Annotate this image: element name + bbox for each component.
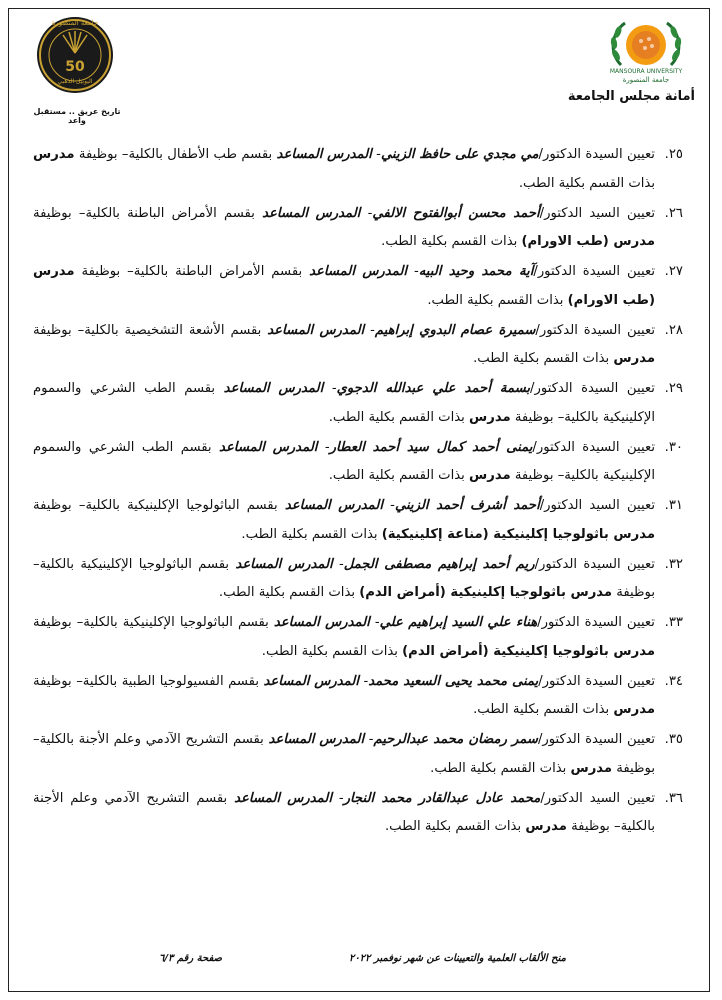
new-position: مدرس	[33, 147, 75, 162]
item-suffix: بذات القسم بكلية الطب.	[518, 175, 655, 191]
item-department: بقسم التشريح الآدمي وعلم الأجنة بالكلية– بوظيفة	[33, 790, 655, 834]
item-number: ٢٩.	[664, 381, 683, 396]
item-number: ٢٧.	[664, 264, 683, 279]
item-separator: -	[358, 673, 369, 689]
item-number: ٣١.	[664, 498, 683, 513]
item-number: ٣٣.	[664, 615, 683, 630]
item-prefix: تعيين السيد الدكتور/	[539, 205, 656, 221]
current-rank: المدرس المساعد	[223, 381, 324, 396]
item-department: بقسم الطب الشرعي والسموم الإكلينيكية بالكلية– بوظيفة	[33, 381, 655, 425]
item-department: بقسم الفسيولوجيا الطبية بالكلية– بوظيفة	[33, 673, 264, 689]
appointment-item	[33, 551, 683, 608]
item-number: ٢٨.	[664, 322, 683, 338]
new-position: مدرس	[469, 409, 511, 425]
appointment-item	[33, 375, 683, 432]
item-separator: -	[360, 205, 373, 221]
item-prefix: تعيين السيد الدكتور/	[540, 790, 656, 806]
current-rank: المدرس المساعد	[267, 322, 365, 338]
item-separator: -	[382, 498, 395, 513]
item-department: بقسم الأمراض الباطنة بالكلية– بوظيفة	[74, 264, 310, 279]
appointment-item	[33, 258, 683, 315]
appointment-item	[33, 200, 683, 257]
new-position: مدرس (طب الاورام)	[521, 234, 655, 249]
page-header	[9, 9, 709, 125]
new-position: مدرس	[525, 819, 567, 834]
item-prefix: تعيين السيدة الدكتور/	[532, 439, 655, 455]
current-rank: المدرس المساعد	[219, 439, 318, 455]
person-name: هناء علي السيد إبراهيم علي	[379, 615, 538, 630]
item-prefix: تعيين السيدة الدكتور/	[535, 322, 656, 338]
item-department: بقسم الأشعة التشخيصية بالكلية– بوظيفة	[33, 322, 268, 338]
logo-top-text: جامعة المنصورة	[51, 19, 99, 27]
item-suffix: بذات القسم بكلية الطب.	[328, 468, 470, 483]
item-separator: -	[371, 147, 381, 162]
new-position: مدرس باثولوجيا إكلينيكية (مناعة إكلينيكية)	[381, 526, 655, 542]
item-number: ٢٥.	[664, 147, 683, 162]
item-prefix: تعيين السيدة الدكتور/	[534, 556, 655, 572]
item-number: ٣٠.	[664, 439, 683, 455]
logo-number: 50	[65, 59, 85, 75]
item-separator: -	[364, 322, 375, 338]
logo-caption-ar: جامعة المنصورة	[622, 76, 670, 84]
item-prefix: تعيين السيد الدكتور/	[539, 498, 655, 513]
item-suffix: بذات القسم بكلية الطب.	[473, 702, 614, 717]
new-position: مدرس	[469, 468, 511, 483]
appointment-item	[33, 668, 683, 725]
person-name: ريم أحمد إبراهيم مصطفى الجمل	[343, 556, 535, 572]
new-position: مدرس	[613, 702, 655, 717]
item-suffix: بذات القسم بكلية الطب.	[381, 234, 522, 249]
document-page	[8, 8, 710, 992]
logo-sub-text: اليوبيل الذهبي	[57, 78, 93, 85]
appointment-item	[33, 609, 683, 666]
appointment-item	[33, 317, 683, 374]
item-department: بقسم الطب الشرعي والسموم الإكلينيكية بالكلية– بوظيفة	[33, 439, 655, 483]
item-suffix: بذات القسم بكلية الطب.	[218, 585, 360, 600]
new-position: مدرس باثولوجيا إكلينيكية (أمراض الدم)	[359, 585, 613, 600]
item-separator: -	[369, 615, 380, 630]
current-rank: المدرس المساعد	[309, 264, 408, 279]
item-department: بقسم الباثولوجيا الإكلينيكية بالكلية– بوظيفة	[33, 498, 285, 513]
item-separator: -	[332, 556, 344, 572]
person-name: أحمد أشرف أحمد الزيني	[394, 498, 540, 513]
item-number: ٣٢.	[664, 556, 683, 572]
item-separator: -	[317, 439, 330, 455]
item-suffix: بذات القسم بكلية الطب.	[241, 526, 382, 542]
item-department: بقسم الباثولوجيا الإكلينيكية بالكلية– بوظيفة	[33, 556, 655, 600]
item-prefix: تعيين السيدة الدكتور/	[530, 381, 655, 396]
current-rank: المدرس المساعد	[276, 147, 372, 162]
current-rank: المدرس المساعد	[235, 556, 333, 572]
page-footer	[9, 953, 709, 973]
appointment-item	[33, 785, 683, 842]
jubilee-motto: تاريخ عريق .. مستقبل واعد	[33, 107, 121, 125]
item-number: ٣٥.	[664, 732, 683, 747]
item-prefix: تعيين السيدة الدكتور/	[538, 673, 655, 689]
person-name: محمد عادل عبدالقادر محمد النجار	[343, 790, 541, 806]
item-separator: -	[332, 790, 344, 806]
current-rank: المدرس المساعد	[273, 615, 370, 630]
current-rank: المدرس المساعد	[234, 790, 332, 806]
person-name: بسمة أحمد علي عبدالله الدجوي	[336, 381, 531, 396]
person-name: سميرة عصام البدوي إبراهيم	[374, 322, 536, 338]
item-department: بقسم طب الأطفال بالكلية– بوظيفة	[74, 147, 277, 162]
new-position: مدرس	[613, 351, 655, 366]
item-separator: -	[364, 732, 374, 747]
mansoura-university-logo	[601, 15, 691, 85]
appointment-item	[33, 434, 683, 491]
person-name: مي مجدي على حافظ الزيني	[380, 147, 539, 162]
item-number: ٣٤.	[664, 673, 683, 689]
current-rank: المدرس المساعد	[284, 498, 383, 513]
person-name: سمر رمضان محمد عبدالرحيم	[373, 732, 538, 747]
item-separator: -	[323, 381, 337, 396]
item-suffix: بذات القسم بكلية الطب.	[473, 351, 614, 366]
item-department: بقسم التشريح الآدمي وعلم الأجنة بالكلية– بوظيفة	[33, 732, 655, 776]
current-rank: المدرس المساعد	[262, 205, 361, 221]
appointment-item	[33, 141, 683, 198]
appointment-item	[33, 726, 683, 783]
item-suffix: بذات القسم بكلية الطب.	[427, 292, 568, 308]
new-position: مدرس باثولوجيا إكلينيكية (أمراض الدم)	[402, 643, 655, 659]
item-suffix: بذات القسم بكلية الطب.	[384, 819, 526, 834]
item-suffix: بذات القسم بكلية الطب.	[261, 643, 403, 659]
item-department: بقسم الأمراض الباطنة بالكلية– بوظيفة	[33, 205, 263, 221]
appointments-list	[33, 141, 683, 843]
golden-jubilee-logo	[27, 13, 123, 109]
item-prefix: تعيين السيدة الدكتور/	[537, 732, 655, 747]
item-suffix: بذات القسم بكلية الطب.	[430, 760, 571, 776]
item-suffix: بذات القسم بكلية الطب.	[328, 409, 470, 425]
current-rank: المدرس المساعد	[268, 732, 365, 747]
secretariat-title: أمانة مجلس الجامعة	[567, 89, 695, 104]
item-department: بقسم الباثولوجيا الإكلينيكية بالكلية– بوظيفة	[33, 615, 274, 630]
logo-caption-en: MANSOURA UNIVERSITY	[609, 68, 683, 75]
item-prefix: تعيين السيدة الدكتور/	[537, 615, 655, 630]
person-name: أحمد محسن أبوالفتوح الالفي	[372, 205, 540, 221]
new-position: مدرس (طب الاورام)	[33, 264, 655, 308]
person-name: يمنى محمد يحيى السعيد محمد	[368, 673, 539, 689]
current-rank: المدرس المساعد	[263, 673, 359, 689]
person-name: آية محمد وحيد البيه	[418, 264, 534, 279]
item-separator: -	[407, 264, 419, 279]
new-position: مدرس	[570, 760, 613, 776]
appointment-item	[33, 492, 683, 549]
person-name: يمنى أحمد كمال سيد أحمد العطار	[329, 439, 533, 455]
item-number: ٢٦.	[664, 205, 683, 221]
footer-note: منح الألقاب العلمية والتعيينات عن شهر نوفمبر ٢٠٢٢	[349, 953, 566, 964]
item-number: ٣٦.	[664, 790, 683, 806]
item-prefix: تعيين السيدة الدكتور/	[538, 147, 655, 162]
item-prefix: تعيين السيدة الدكتور/	[533, 264, 656, 279]
page-number: صفحة رقم ٦/٣	[159, 953, 222, 964]
